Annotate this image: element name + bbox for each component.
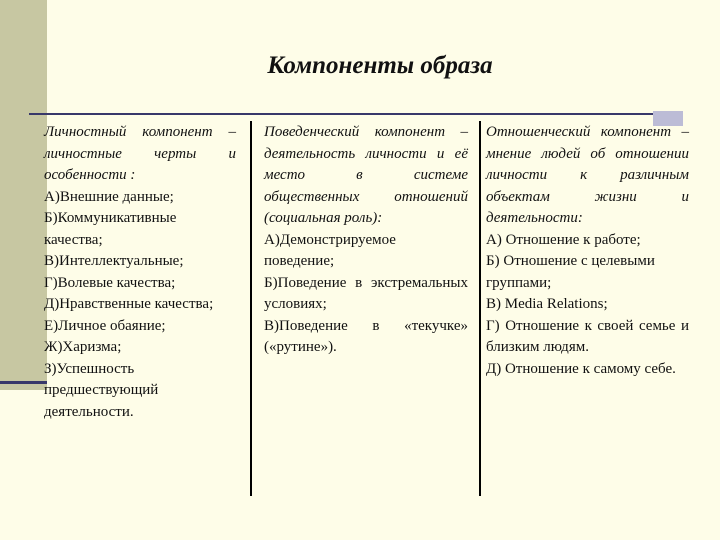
- list-item: Д) Отношение к самому себе.: [486, 360, 676, 377]
- list-item: Г) Отношение к своей семье и близким людям.: [486, 317, 689, 355]
- column-heading: Поведенческий компонент – деятельность личности и её место в системе общественных отношений (социальная роль):: [264, 124, 468, 226]
- list-item: Б)Коммуникативные качества;: [44, 210, 177, 248]
- list-item: З)Успешность предшествующий деятельности.: [44, 360, 159, 420]
- column-relational: [486, 122, 689, 380]
- list-item: Е)Личное обаяние;: [44, 317, 166, 334]
- column-heading: Личностный компонент – личностные черты и особенности :: [44, 124, 236, 183]
- column-heading: Отношенческий компонент – мнение людей об отношении личности к различным объектам жизни и деятельности:: [486, 124, 689, 226]
- list-item: Б) Отношение с целевыми группами;: [486, 253, 655, 291]
- list-item: А) Отношение к работе;: [486, 231, 641, 248]
- column-behavioral: [264, 122, 468, 359]
- list-item: А)Внешние данные;: [44, 188, 174, 205]
- left-band-rule: [0, 381, 47, 384]
- list-item: А)Демонстрируемое поведение;: [264, 231, 396, 269]
- list-item: Г)Волевые качества;: [44, 274, 176, 291]
- list-item: Ж)Харизма;: [44, 339, 122, 355]
- left-decorative-band: [0, 0, 47, 390]
- column-divider-1: [250, 121, 252, 496]
- list-item: В)Интеллектуальные;: [44, 253, 184, 269]
- list-item: В)Поведение в «текучке» («рутине»).: [264, 317, 468, 355]
- list-item: Б)Поведение в экстремальных условиях;: [264, 274, 468, 312]
- slide-title: Компоненты образа: [267, 52, 493, 79]
- horizontal-rule: [29, 113, 680, 115]
- list-item: Д)Нравственные качества;: [44, 296, 214, 312]
- column-divider-2: [479, 121, 481, 496]
- list-item: В) Media Relations;: [486, 296, 608, 312]
- column-personal: [44, 122, 236, 423]
